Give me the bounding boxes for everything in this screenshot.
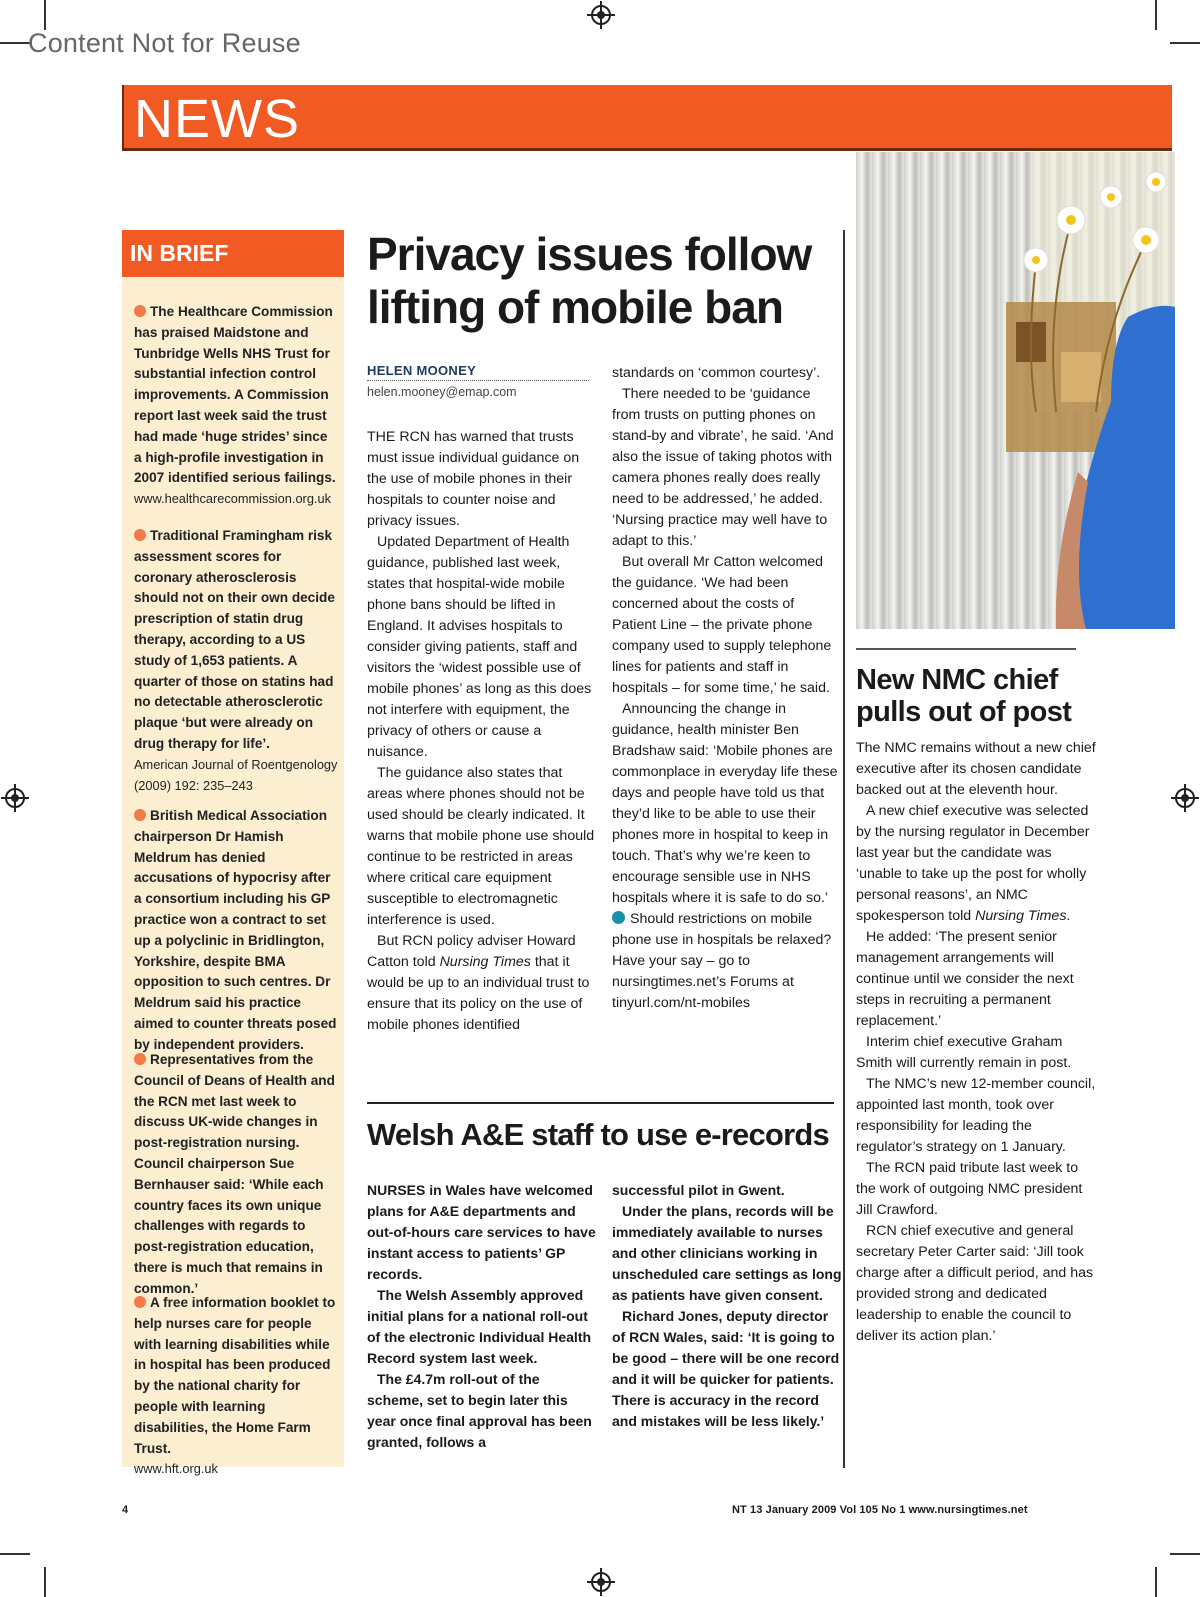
crop-mark	[1155, 1567, 1157, 1597]
welsh-article-column-2	[612, 1180, 842, 1432]
paragraph: But overall Mr Catton welcomed the guidance. ‘We had been concerned about the costs of Patient Line – the private phone company used to supply telephone lines for patients and staff in hospitals – for some time,’ he said.	[612, 554, 832, 696]
bullet-icon	[134, 529, 146, 541]
bullet-icon	[134, 305, 146, 317]
paragraph: successful pilot in Gwent.	[612, 1182, 785, 1198]
brief-source: www.healthcarecommission.org.uk	[134, 491, 332, 507]
paragraph: But RCN policy adviser Howard Catton told Nursing Times that it would be up to an individual trust to ensure that its policy on the use of mobile phones identified	[367, 933, 590, 1033]
paragraph: Announcing the change in guidance, health minister Ben Bradshaw said: ‘Mobile phones are commonplace in everyday life these days and people have told us that they’d like to be able to use their phones more in hospital to keep in touch. That’s why we’re keen to encourage sensible use in NHS hospitals where it is safe to do so.’	[612, 701, 838, 906]
crop-mark	[44, 1567, 46, 1597]
issue-footer: NT 13 January 2009 Vol 105 No 1 www.nursingtimes.net	[732, 1504, 1028, 1516]
paragraph: RCN chief executive and general secretary Peter Carter said: ‘Jill took charge after a difficult period, and has provided strong and dedicated leadership to enable the council to deliver its action plan.’	[856, 1223, 1094, 1344]
photo-illustration	[856, 152, 1175, 629]
registration-mark-icon	[1175, 788, 1195, 808]
in-brief-sidebar	[122, 230, 344, 1477]
crop-mark	[1170, 42, 1200, 44]
paragraph: standards on ‘common courtesy’.	[612, 365, 821, 381]
column-divider	[843, 230, 845, 1468]
main-article-column-2	[612, 363, 838, 1014]
author-email: helen.mooney@emap.com	[367, 385, 517, 399]
paragraph: The NMC’s new 12-member council, appointed last month, took over responsibility for leading the regulator’s strategy on 1 January.	[856, 1076, 1096, 1155]
main-headline: Privacy issues follow lifting of mobile ban	[367, 228, 812, 333]
welsh-headline: Welsh A&E staff to use e-records	[367, 1117, 829, 1152]
brief-item: British Medical Association chairperson Dr Hamish Meldrum has denied accusations of hypocrisy after a consortium including his GP practice won a contract to set up a polyclinic in Bridlington, Yorkshire, despite BMA opposition to such centres. Dr Meldrum said his practice aimed to counter threats posed by independent providers.	[134, 808, 337, 1052]
page-number: 4	[122, 1504, 129, 1516]
crop-mark	[44, 0, 46, 30]
brief-source: American Journal of Roentgenology (2009) 192: 235–243	[134, 756, 338, 793]
paragraph: A new chief executive was selected by the nursing regulator in December last year but the candidate was ‘unable to take up the post for wholly personal reasons’, an NMC spokesperson told Nursing Times.	[856, 803, 1090, 924]
paragraph: He added: ‘The present senior management arrangements will continue until we consider the next steps in recruiting a permanent replacement.’	[856, 929, 1074, 1029]
byline: HELEN MOONEY	[367, 363, 589, 381]
bullet-icon	[134, 1053, 146, 1065]
section-banner	[122, 85, 1172, 151]
nmc-headline: New NMC chief pulls out of post	[856, 664, 1072, 728]
brief-item: Traditional Framingham risk assessment scores for coronary atherosclerosis should not on their own decide prescription of statin drug therapy, according to a US study of 1,653 patients. A quarter of those on statins had no detectable atherosclerotic plaque ‘but were already on drug therapy for life’. American Journal of Roentgenology (2009) 192: 235–243	[134, 526, 338, 796]
bullet-icon	[134, 1296, 146, 1308]
main-article-column-1	[367, 427, 595, 1036]
welsh-article-column-1	[367, 1180, 597, 1453]
crop-mark	[0, 1553, 30, 1555]
brief-item: Representatives from the Council of Deans of Health and the RCN met last week to discuss UK-wide changes in post-registration nursing. Council chairperson Sue Bernhauser said: ‘While each country faces its own unique challenges with regards to post-registration education, there is much that remains in common.’	[134, 1052, 335, 1296]
crop-mark	[0, 42, 30, 44]
paragraph: The £4.7m roll-out of the scheme, set to begin later this year once final approval has been granted, follows a	[367, 1371, 592, 1450]
brief-item: The Healthcare Commission has praised Maidstone and Tunbridge Wells NHS Trust for substantial infection control improvements. A Commission report last week said the trust had made ‘huge strides’ since a high-profile investigation in 2007 identified serious failings. www.healthcarecommission.org.uk	[134, 302, 338, 510]
paragraph: The Welsh Assembly approved initial plans for a national roll-out of the electronic Individual Health Record system last week.	[367, 1287, 592, 1366]
crop-mark	[1155, 0, 1157, 30]
in-brief-header	[122, 230, 344, 277]
article-photo	[856, 152, 1175, 629]
divider	[856, 648, 1076, 650]
publication-name: Nursing Times	[439, 954, 531, 970]
bullet-icon	[612, 911, 625, 924]
divider	[367, 1102, 834, 1104]
paragraph: There needed to be ‘guidance from trusts on putting phones on stand-by and vibrate’, he said. ‘And also the issue of taking photos with camera phones really does really need to be addressed,’ he added. ‘Nursing practice may well have to adapt to this.’	[612, 386, 834, 549]
in-brief-title: IN BRIEF	[130, 240, 229, 266]
nmc-article-column	[856, 738, 1096, 1347]
paragraph: Interim chief executive Graham Smith will currently remain in post.	[856, 1034, 1072, 1071]
forum-callout: Should restrictions on mobile phone use in hospitals be relaxed? Have your say – go to nursingtimes.net’s Forums at tinyurl.com/nt-mobiles	[612, 911, 832, 1011]
paragraph: The guidance also states that areas where phones should not be used should be clearly indicated. It warns that mobile phone use should continue to be restricted in areas where critical care equipment susceptible to electromagnetic interference is used.	[367, 765, 595, 928]
registration-mark-icon	[591, 5, 611, 25]
paragraph: The NMC remains without a new chief executive after its chosen candidate backed out at the eleventh hour.	[856, 740, 1096, 798]
crop-mark	[1170, 1553, 1200, 1555]
paragraph: Updated Department of Health guidance, published last week, states that hospital-wide mobile phone bans should be lifted in England. It advises hospitals to consider giving patients, staff and visitors the ‘widest possible use of mobile phones’ as long as this does not interfere with equipment, the privacy of others or cause a nuisance.	[367, 534, 592, 760]
section-title: NEWS	[134, 89, 300, 149]
watermark: Content Not for Reuse	[28, 28, 301, 58]
paragraph: The RCN paid tribute last week to the work of outgoing NMC president Jill Crawford.	[856, 1160, 1083, 1218]
brief-source: www.hft.org.uk	[134, 1461, 218, 1477]
paragraph: Under the plans, records will be immediately available to nurses and other clinicians working in unscheduled care settings as long as patients have given consent.	[612, 1203, 842, 1303]
registration-mark-icon	[591, 1572, 611, 1592]
publication-name: Nursing Times	[975, 908, 1067, 924]
paragraph: Richard Jones, deputy director of RCN Wales, said: ‘It is going to be good – there will be one record and it will be quicker for patients. There is accuracy in the record and mistakes will be less likely.’	[612, 1308, 840, 1429]
brief-item: A free information booklet to help nurses care for people with learning disabilities while in hospital has been produced by the national charity for people with learning disabilities, the Home Farm Trust. www.hft.org.uk	[134, 1293, 338, 1480]
paragraph: NURSES in Wales have welcomed plans for A&E departments and out-of-hours care services to have instant access to patients’ GP records.	[367, 1182, 596, 1282]
registration-mark-icon	[5, 788, 25, 808]
bullet-icon	[134, 809, 146, 821]
paragraph: THE RCN has warned that trusts must issue individual guidance on the use of mobile phones in their hospitals to counter noise and privacy issues.	[367, 429, 580, 529]
